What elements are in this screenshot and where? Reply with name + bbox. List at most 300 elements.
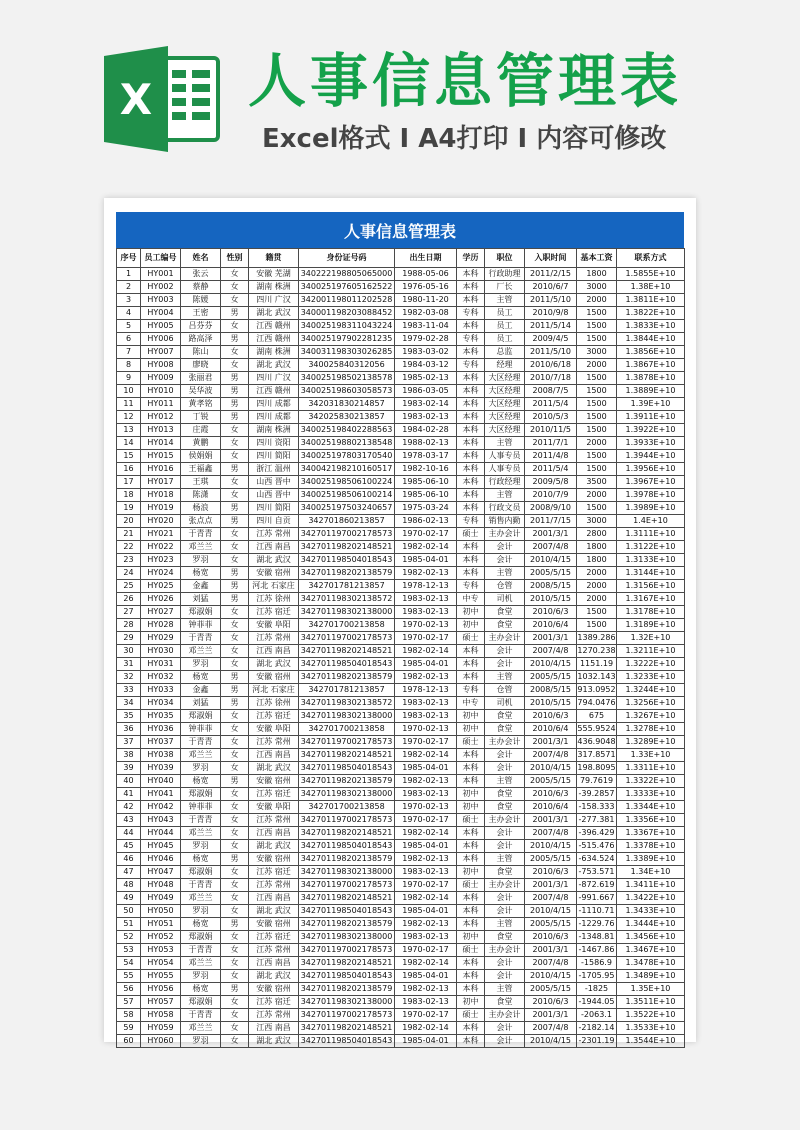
table-cell[interactable]: 员工: [485, 307, 525, 320]
table-cell[interactable]: HY029: [141, 632, 181, 645]
table-cell[interactable]: 安徽 阜阳: [249, 619, 299, 632]
table-cell[interactable]: 江西 南昌: [249, 892, 299, 905]
table-cell[interactable]: HY008: [141, 359, 181, 372]
table-cell[interactable]: 2007/4/8: [525, 749, 577, 762]
table-cell[interactable]: HY043: [141, 814, 181, 827]
table-cell[interactable]: 1.3944E+10: [617, 450, 685, 463]
table-cell[interactable]: 邓兰兰: [181, 892, 221, 905]
table-cell[interactable]: 342701781213857: [299, 684, 395, 697]
table-cell[interactable]: 初中: [457, 801, 485, 814]
table-cell[interactable]: 男: [221, 697, 249, 710]
table-cell[interactable]: 1970-02-13: [395, 723, 457, 736]
table-cell[interactable]: 198.8095: [577, 762, 617, 775]
table-cell[interactable]: HY024: [141, 567, 181, 580]
table-cell[interactable]: 1983-02-13: [395, 606, 457, 619]
table-cell[interactable]: 342701198302138000: [299, 931, 395, 944]
table-cell[interactable]: -991.667: [577, 892, 617, 905]
table-cell[interactable]: 1.3433E+10: [617, 905, 685, 918]
table-cell[interactable]: 主办会计: [485, 879, 525, 892]
table-cell[interactable]: 安徽 阜阳: [249, 801, 299, 814]
table-cell[interactable]: 20: [117, 515, 141, 528]
table-cell[interactable]: 浙江 温州: [249, 463, 299, 476]
table-cell[interactable]: 本科: [457, 983, 485, 996]
table-cell[interactable]: 本科: [457, 411, 485, 424]
table-cell[interactable]: 342701198202148521: [299, 1022, 395, 1035]
table-cell[interactable]: 35: [117, 710, 141, 723]
table-cell[interactable]: 女: [221, 840, 249, 853]
table-cell[interactable]: 2010/6/3: [525, 710, 577, 723]
table-cell[interactable]: 刘猛: [181, 593, 221, 606]
table-cell[interactable]: 1.3356E+10: [617, 814, 685, 827]
table-cell[interactable]: 1.3111E+10: [617, 528, 685, 541]
table-cell[interactable]: HY001: [141, 268, 181, 281]
table-cell[interactable]: HY057: [141, 996, 181, 1009]
table-cell[interactable]: 1970-02-17: [395, 632, 457, 645]
table-cell[interactable]: HY059: [141, 1022, 181, 1035]
table-cell[interactable]: 342701198202138579: [299, 671, 395, 684]
table-cell[interactable]: 1.3989E+10: [617, 502, 685, 515]
table-cell[interactable]: 1.3467E+10: [617, 944, 685, 957]
table-cell[interactable]: 本科: [457, 775, 485, 788]
table-cell[interactable]: 342701197002178573: [299, 528, 395, 541]
table-cell[interactable]: -753.571: [577, 866, 617, 879]
table-cell[interactable]: 本科: [457, 268, 485, 281]
table-cell[interactable]: 湖北 武汉: [249, 554, 299, 567]
table-cell[interactable]: 342701198202148521: [299, 541, 395, 554]
table-cell[interactable]: 1.3422E+10: [617, 892, 685, 905]
table-cell[interactable]: 江苏 常州: [249, 632, 299, 645]
table-cell[interactable]: 59: [117, 1022, 141, 1035]
table-cell[interactable]: -1586.9: [577, 957, 617, 970]
table-cell[interactable]: 本科: [457, 957, 485, 970]
table-cell[interactable]: 山西 晋中: [249, 476, 299, 489]
table-cell[interactable]: 2011/5/4: [525, 463, 577, 476]
table-cell[interactable]: 342701198302138000: [299, 996, 395, 1009]
table-cell[interactable]: 19: [117, 502, 141, 515]
table-cell[interactable]: HY006: [141, 333, 181, 346]
table-cell[interactable]: 邓兰兰: [181, 645, 221, 658]
table-cell[interactable]: 主办会计: [485, 528, 525, 541]
table-cell[interactable]: 本科: [457, 1022, 485, 1035]
table-cell[interactable]: 15: [117, 450, 141, 463]
table-cell[interactable]: 男: [221, 671, 249, 684]
table-cell[interactable]: 1.5855E+10: [617, 268, 685, 281]
table-cell[interactable]: 342031830214857: [299, 398, 395, 411]
table-cell[interactable]: HY046: [141, 853, 181, 866]
table-cell[interactable]: 行政助理: [485, 268, 525, 281]
table-cell[interactable]: 男: [221, 775, 249, 788]
table-cell[interactable]: HY056: [141, 983, 181, 996]
table-cell[interactable]: 金鑫: [181, 580, 221, 593]
table-cell[interactable]: 食堂: [485, 788, 525, 801]
table-cell[interactable]: 人事专员: [485, 450, 525, 463]
table-cell[interactable]: 安徽 阜阳: [249, 723, 299, 736]
table-cell[interactable]: 1985-04-01: [395, 762, 457, 775]
table-cell[interactable]: 2010/5/15: [525, 593, 577, 606]
table-cell[interactable]: 1.3822E+10: [617, 307, 685, 320]
table-cell[interactable]: 913.0952: [577, 684, 617, 697]
table-cell[interactable]: 1982-02-13: [395, 853, 457, 866]
table-cell[interactable]: 1988-05-06: [395, 268, 457, 281]
table-cell[interactable]: 安徽 宿州: [249, 567, 299, 580]
table-cell[interactable]: 340025197902281235: [299, 333, 395, 346]
table-cell[interactable]: 340025197605162522: [299, 281, 395, 294]
table-cell[interactable]: 2000: [577, 593, 617, 606]
table-cell[interactable]: HY026: [141, 593, 181, 606]
table-cell[interactable]: 于青青: [181, 528, 221, 541]
table-cell[interactable]: 江西 赣州: [249, 320, 299, 333]
table-cell[interactable]: 女: [221, 658, 249, 671]
table-cell[interactable]: 专科: [457, 515, 485, 528]
table-cell[interactable]: 342701198302138000: [299, 866, 395, 879]
table-cell[interactable]: 2010/4/15: [525, 1035, 577, 1048]
table-cell[interactable]: 1.3389E+10: [617, 853, 685, 866]
table-cell[interactable]: 1.3522E+10: [617, 1009, 685, 1022]
table-cell[interactable]: 1.33E+10: [617, 749, 685, 762]
table-cell[interactable]: 硕士: [457, 632, 485, 645]
table-cell[interactable]: 2010/6/4: [525, 723, 577, 736]
table-cell[interactable]: 1982-02-14: [395, 957, 457, 970]
table-cell[interactable]: 硕士: [457, 814, 485, 827]
table-cell[interactable]: 3: [117, 294, 141, 307]
table-cell[interactable]: 本科: [457, 892, 485, 905]
table-cell[interactable]: 3000: [577, 515, 617, 528]
table-cell[interactable]: 于青青: [181, 944, 221, 957]
table-cell[interactable]: 本科: [457, 346, 485, 359]
table-cell[interactable]: 主办会计: [485, 944, 525, 957]
table-cell[interactable]: 男: [221, 983, 249, 996]
table-cell[interactable]: 1984-02-28: [395, 424, 457, 437]
table-cell[interactable]: 340025840312056: [299, 359, 395, 372]
table-cell[interactable]: 2001/3/1: [525, 736, 577, 749]
table-cell[interactable]: 555.9524: [577, 723, 617, 736]
table-cell[interactable]: 1982-02-13: [395, 983, 457, 996]
table-cell[interactable]: 22: [117, 541, 141, 554]
table-cell[interactable]: 庄霞: [181, 424, 221, 437]
table-cell[interactable]: 四川 简阳: [249, 502, 299, 515]
table-cell[interactable]: 主管: [485, 437, 525, 450]
table-cell[interactable]: HY019: [141, 502, 181, 515]
table-cell[interactable]: 32: [117, 671, 141, 684]
table-cell[interactable]: 大区经理: [485, 411, 525, 424]
table-cell[interactable]: 37: [117, 736, 141, 749]
table-cell[interactable]: 17: [117, 476, 141, 489]
table-cell[interactable]: 26: [117, 593, 141, 606]
table-cell[interactable]: 女: [221, 996, 249, 1009]
table-cell[interactable]: 江西 南昌: [249, 957, 299, 970]
table-cell[interactable]: 黄鹏: [181, 437, 221, 450]
table-cell[interactable]: 本科: [457, 372, 485, 385]
table-cell[interactable]: 1.3856E+10: [617, 346, 685, 359]
table-cell[interactable]: HY045: [141, 840, 181, 853]
table-cell[interactable]: 2007/4/8: [525, 1022, 577, 1035]
table-cell[interactable]: 1.3222E+10: [617, 658, 685, 671]
table-cell[interactable]: 初中: [457, 723, 485, 736]
table-cell[interactable]: 342701198302138572: [299, 697, 395, 710]
table-cell[interactable]: 48: [117, 879, 141, 892]
table-cell[interactable]: 31: [117, 658, 141, 671]
table-cell[interactable]: 1500: [577, 463, 617, 476]
table-cell[interactable]: 2011/5/10: [525, 294, 577, 307]
table-cell[interactable]: 57: [117, 996, 141, 1009]
table-cell[interactable]: 杨宽: [181, 775, 221, 788]
table-cell[interactable]: 1.3178E+10: [617, 606, 685, 619]
table-cell[interactable]: 女: [221, 736, 249, 749]
table-cell[interactable]: 342701198302138000: [299, 710, 395, 723]
table-cell[interactable]: 食堂: [485, 606, 525, 619]
table-cell[interactable]: 342701198202138579: [299, 853, 395, 866]
table-cell[interactable]: 主管: [485, 567, 525, 580]
table-cell[interactable]: 女: [221, 346, 249, 359]
table-cell[interactable]: 女: [221, 801, 249, 814]
table-cell[interactable]: 男: [221, 333, 249, 346]
table-cell[interactable]: 342701198504018543: [299, 905, 395, 918]
table-cell[interactable]: 342701700213858: [299, 619, 395, 632]
table-cell[interactable]: 1800: [577, 541, 617, 554]
table-cell[interactable]: 1.3867E+10: [617, 359, 685, 372]
table-cell[interactable]: 女: [221, 749, 249, 762]
table-cell[interactable]: 男: [221, 567, 249, 580]
table-cell[interactable]: 女: [221, 1035, 249, 1048]
table-cell[interactable]: 1.4E+10: [617, 515, 685, 528]
table-cell[interactable]: HY034: [141, 697, 181, 710]
table-cell[interactable]: -1110.71: [577, 905, 617, 918]
table-cell[interactable]: 10: [117, 385, 141, 398]
table-cell[interactable]: 340025198402288563: [299, 424, 395, 437]
table-cell[interactable]: HY037: [141, 736, 181, 749]
table-cell[interactable]: 1.3456E+10: [617, 931, 685, 944]
table-cell[interactable]: 本科: [457, 970, 485, 983]
table-cell[interactable]: 1.3933E+10: [617, 437, 685, 450]
table-cell[interactable]: 2009/4/5: [525, 333, 577, 346]
table-cell[interactable]: 本科: [457, 762, 485, 775]
table-cell[interactable]: 主办会计: [485, 632, 525, 645]
table-cell[interactable]: 杨宽: [181, 918, 221, 931]
table-cell[interactable]: 湖北 武汉: [249, 307, 299, 320]
table-cell[interactable]: 邓兰兰: [181, 749, 221, 762]
table-cell[interactable]: HY020: [141, 515, 181, 528]
table-cell[interactable]: 女: [221, 944, 249, 957]
table-cell[interactable]: HY003: [141, 294, 181, 307]
table-cell[interactable]: 1970-02-13: [395, 619, 457, 632]
table-cell[interactable]: 于青青: [181, 814, 221, 827]
table-cell[interactable]: 79.7619: [577, 775, 617, 788]
table-cell[interactable]: 1970-02-17: [395, 736, 457, 749]
table-cell[interactable]: 1983-02-13: [395, 710, 457, 723]
table-cell[interactable]: 340025198506100214: [299, 489, 395, 502]
table-cell[interactable]: 1985-04-01: [395, 658, 457, 671]
table-cell[interactable]: 会计: [485, 840, 525, 853]
table-cell[interactable]: HY032: [141, 671, 181, 684]
table-cell[interactable]: 行政经理: [485, 476, 525, 489]
table-cell[interactable]: 大区经理: [485, 398, 525, 411]
table-cell[interactable]: 1.3811E+10: [617, 294, 685, 307]
table-cell[interactable]: -1467.86: [577, 944, 617, 957]
table-cell[interactable]: -1705.95: [577, 970, 617, 983]
table-cell[interactable]: 2005/5/15: [525, 567, 577, 580]
table-cell[interactable]: 342701198202148521: [299, 957, 395, 970]
table-cell[interactable]: 342701198202138579: [299, 775, 395, 788]
table-cell[interactable]: 1.3189E+10: [617, 619, 685, 632]
table-cell[interactable]: 2007/4/8: [525, 957, 577, 970]
table-cell[interactable]: 食堂: [485, 801, 525, 814]
table-cell[interactable]: 男: [221, 398, 249, 411]
table-cell[interactable]: 罗羽: [181, 554, 221, 567]
table-cell[interactable]: 2001/3/1: [525, 944, 577, 957]
table-cell[interactable]: 2010/6/3: [525, 606, 577, 619]
table-cell[interactable]: 50: [117, 905, 141, 918]
table-cell[interactable]: 1988-02-13: [395, 437, 457, 450]
table-cell[interactable]: 邓兰兰: [181, 957, 221, 970]
table-cell[interactable]: 2005/5/15: [525, 983, 577, 996]
table-cell[interactable]: 女: [221, 528, 249, 541]
table-cell[interactable]: 女: [221, 879, 249, 892]
table-cell[interactable]: 1.38E+10: [617, 281, 685, 294]
table-cell[interactable]: 主办会计: [485, 814, 525, 827]
table-cell[interactable]: 1500: [577, 450, 617, 463]
table-cell[interactable]: 江苏 宿迁: [249, 606, 299, 619]
table-cell[interactable]: 山西 晋中: [249, 489, 299, 502]
table-cell[interactable]: 1.3511E+10: [617, 996, 685, 1009]
table-cell[interactable]: 女: [221, 554, 249, 567]
table-cell[interactable]: 342701198302138000: [299, 788, 395, 801]
table-cell[interactable]: 1982-02-13: [395, 671, 457, 684]
table-cell[interactable]: HY035: [141, 710, 181, 723]
table-cell[interactable]: 2010/4/15: [525, 658, 577, 671]
table-cell[interactable]: 2010/6/18: [525, 359, 577, 372]
table-cell[interactable]: 1.3278E+10: [617, 723, 685, 736]
table-cell[interactable]: 本科: [457, 567, 485, 580]
table-cell[interactable]: 1.3544E+10: [617, 1035, 685, 1048]
table-cell[interactable]: 本科: [457, 281, 485, 294]
table-cell[interactable]: -2063.1: [577, 1009, 617, 1022]
table-cell[interactable]: 1.3144E+10: [617, 567, 685, 580]
table-cell[interactable]: 本科: [457, 1035, 485, 1048]
table-cell[interactable]: HY051: [141, 918, 181, 931]
table-cell[interactable]: 1970-02-13: [395, 801, 457, 814]
table-cell[interactable]: 1983-02-13: [395, 697, 457, 710]
table-cell[interactable]: 郑淑娟: [181, 866, 221, 879]
table-cell[interactable]: HY015: [141, 450, 181, 463]
table-cell[interactable]: 342701198202148521: [299, 645, 395, 658]
table-cell[interactable]: 1982-10-16: [395, 463, 457, 476]
table-cell[interactable]: 1983-02-13: [395, 931, 457, 944]
table-cell[interactable]: 女: [221, 827, 249, 840]
table-cell[interactable]: 陈媛: [181, 294, 221, 307]
table-cell[interactable]: 340025198802138548: [299, 437, 395, 450]
table-cell[interactable]: 本科: [457, 385, 485, 398]
table-cell[interactable]: HY021: [141, 528, 181, 541]
table-cell[interactable]: 安徽 芜湖: [249, 268, 299, 281]
table-cell[interactable]: 1.3844E+10: [617, 333, 685, 346]
table-cell[interactable]: 吴华波: [181, 385, 221, 398]
table-cell[interactable]: 1.3889E+10: [617, 385, 685, 398]
table-cell[interactable]: 江苏 常州: [249, 528, 299, 541]
table-cell[interactable]: 1.3244E+10: [617, 684, 685, 697]
table-cell[interactable]: 40: [117, 775, 141, 788]
table-cell[interactable]: 2010/6/3: [525, 788, 577, 801]
table-cell[interactable]: 会计: [485, 1035, 525, 1048]
table-cell[interactable]: HY031: [141, 658, 181, 671]
table-cell[interactable]: 食堂: [485, 866, 525, 879]
table-cell[interactable]: 55: [117, 970, 141, 983]
table-cell[interactable]: 张点点: [181, 515, 221, 528]
table-cell[interactable]: 342701198504018543: [299, 658, 395, 671]
table-cell[interactable]: 本科: [457, 502, 485, 515]
table-cell[interactable]: 本科: [457, 398, 485, 411]
table-cell[interactable]: 21: [117, 528, 141, 541]
table-cell[interactable]: 342701700213858: [299, 801, 395, 814]
table-cell[interactable]: 四川 广汉: [249, 294, 299, 307]
table-cell[interactable]: 33: [117, 684, 141, 697]
table-cell[interactable]: 2010/4/15: [525, 905, 577, 918]
table-cell[interactable]: 钟菲菲: [181, 801, 221, 814]
table-cell[interactable]: 342701198302138000: [299, 606, 395, 619]
table-cell[interactable]: HY054: [141, 957, 181, 970]
table-cell[interactable]: 1.3956E+10: [617, 463, 685, 476]
table-cell[interactable]: 27: [117, 606, 141, 619]
table-cell[interactable]: 340025197803170540: [299, 450, 395, 463]
table-cell[interactable]: 会计: [485, 1022, 525, 1035]
table-cell[interactable]: 罗羽: [181, 658, 221, 671]
table-cell[interactable]: 4: [117, 307, 141, 320]
table-cell[interactable]: 2011/4/8: [525, 450, 577, 463]
table-cell[interactable]: 1500: [577, 320, 617, 333]
table-cell[interactable]: 2008/5/15: [525, 580, 577, 593]
table-cell[interactable]: 女: [221, 905, 249, 918]
table-cell[interactable]: 女: [221, 359, 249, 372]
table-cell[interactable]: 张云: [181, 268, 221, 281]
table-cell[interactable]: 1976-05-16: [395, 281, 457, 294]
table-cell[interactable]: 罗羽: [181, 762, 221, 775]
table-cell[interactable]: 河北 石家庄: [249, 580, 299, 593]
table-cell[interactable]: 2001/3/1: [525, 879, 577, 892]
table-cell[interactable]: 总监: [485, 346, 525, 359]
table-cell[interactable]: 会计: [485, 905, 525, 918]
table-cell[interactable]: 29: [117, 632, 141, 645]
table-cell[interactable]: 会计: [485, 957, 525, 970]
table-cell[interactable]: 廖晓: [181, 359, 221, 372]
table-cell[interactable]: 四川 成都: [249, 398, 299, 411]
table-cell[interactable]: 5: [117, 320, 141, 333]
table-cell[interactable]: 1970-02-17: [395, 879, 457, 892]
table-cell[interactable]: 员工: [485, 333, 525, 346]
table-cell[interactable]: 1983-02-13: [395, 788, 457, 801]
table-cell[interactable]: 路高泽: [181, 333, 221, 346]
table-cell[interactable]: 340031198303026285: [299, 346, 395, 359]
table-cell[interactable]: 王福鑫: [181, 463, 221, 476]
table-cell[interactable]: 杨宽: [181, 671, 221, 684]
table-cell[interactable]: 硕士: [457, 944, 485, 957]
table-cell[interactable]: 2008/9/10: [525, 502, 577, 515]
table-cell[interactable]: 18: [117, 489, 141, 502]
table-cell[interactable]: 1.3444E+10: [617, 918, 685, 931]
table-cell[interactable]: 340025198603058573: [299, 385, 395, 398]
table-cell[interactable]: 湖北 武汉: [249, 970, 299, 983]
table-cell[interactable]: 安徽 宿州: [249, 671, 299, 684]
table-cell[interactable]: 1.3156E+10: [617, 580, 685, 593]
table-cell[interactable]: 1982-03-08: [395, 307, 457, 320]
table-cell[interactable]: -158.333: [577, 801, 617, 814]
table-cell[interactable]: HY004: [141, 307, 181, 320]
table-cell[interactable]: 342701198202148521: [299, 749, 395, 762]
table-cell[interactable]: 2011/7/15: [525, 515, 577, 528]
table-cell[interactable]: HY009: [141, 372, 181, 385]
table-cell[interactable]: 女: [221, 892, 249, 905]
table-cell[interactable]: 340025198506100224: [299, 476, 395, 489]
table-cell[interactable]: 1.3978E+10: [617, 489, 685, 502]
table-cell[interactable]: 340025198311043224: [299, 320, 395, 333]
